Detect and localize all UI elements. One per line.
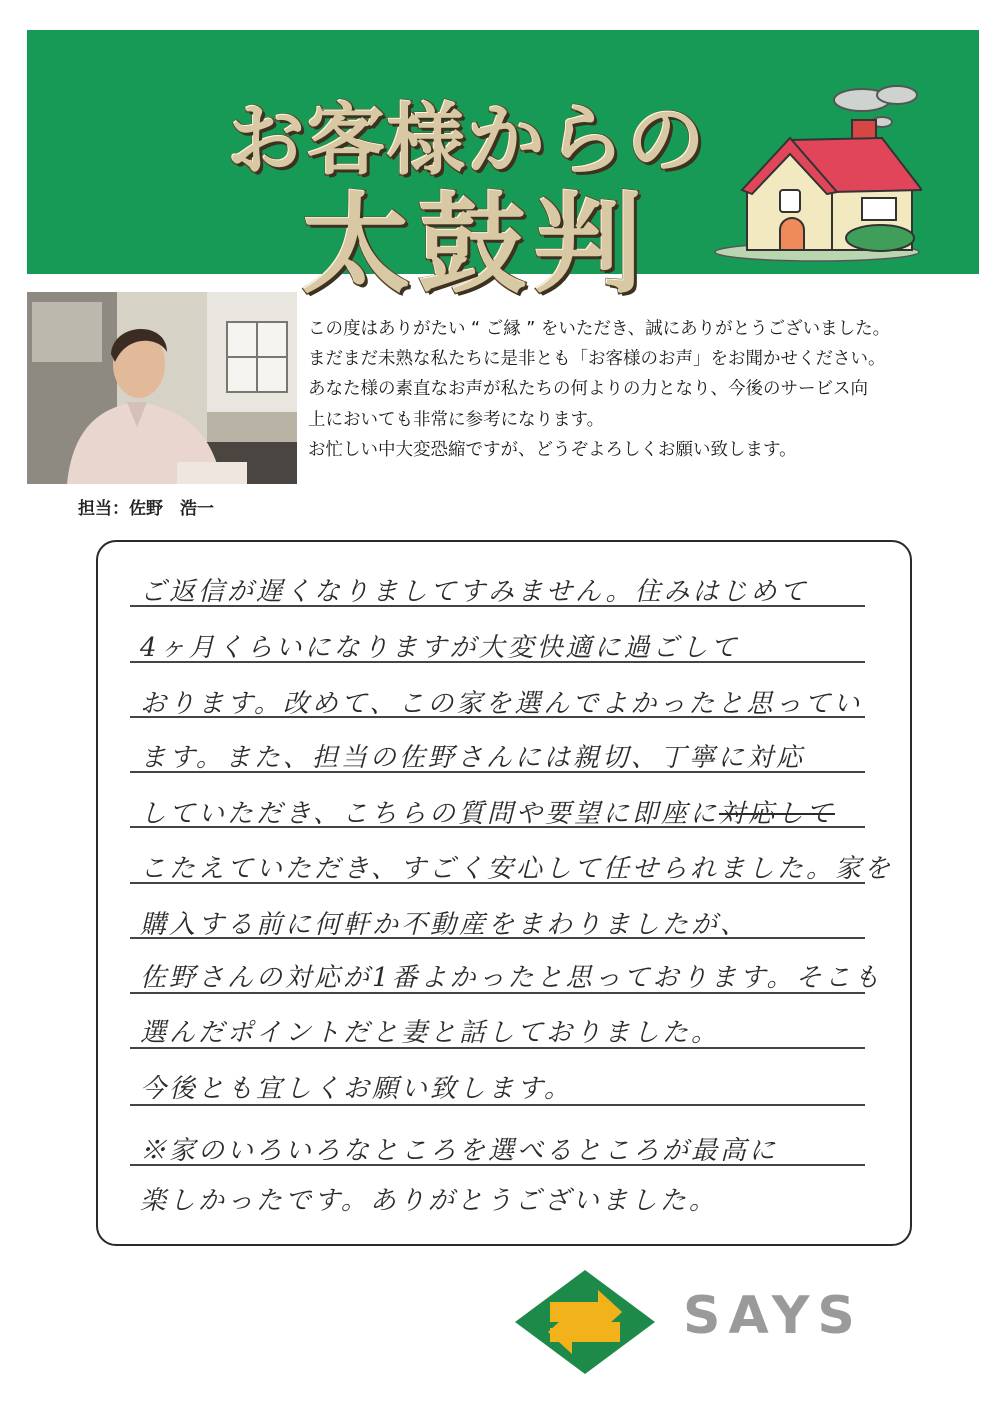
letter-line: 佐野さんの対応が1番よかったと思っております。そこも (140, 963, 883, 993)
letter-line: ご返信が遅くなりましてすみません。住みはじめて (140, 577, 809, 607)
letter-line: ます。また、担当の佐野さんには親切、丁寧に対応 (140, 743, 805, 773)
letter-line: 4ヶ月くらいになりますが大変快適に過ごして (140, 633, 740, 663)
says-logo-icon (510, 1262, 660, 1382)
ruled-line (130, 882, 865, 884)
staff-photo (27, 292, 297, 484)
letter-line: おります。改めて、この家を選んでよかったと思ってい (140, 689, 863, 719)
letter-line: ※家のいろいろなところを選べるところが最高に (140, 1136, 779, 1166)
letter-line: 今後とも宜しくお願い致します。 (140, 1074, 573, 1104)
ruled-line (130, 826, 865, 828)
ruled-line (130, 771, 865, 773)
ruled-line (130, 992, 865, 994)
ruled-line (130, 1164, 865, 1166)
intro-line: まだまだ未熟な私たちに是非とも「お客様のお声」をお聞かせください。 (308, 349, 886, 370)
ruled-line (130, 937, 865, 939)
staff-name-label: 担当：佐野 浩一 (78, 499, 214, 519)
banner-title: お客様からの (227, 96, 708, 186)
banner-subtitle: 太鼓判 (302, 183, 651, 308)
ruled-line (130, 1047, 865, 1049)
intro-line: あなた様の素直なお声が私たちの何よりの力となり、今後のサービス向 (308, 379, 868, 400)
brand-wordmark: SAYS (683, 1286, 863, 1346)
letter-line: 購入する前に何軒か不動産をまわりましたが、 (140, 910, 750, 940)
letter-line (140, 793, 870, 830)
intro-line: お忙しい中大変恐縮ですが、どうぞよろしくお願い致します。 (308, 439, 797, 460)
intro-line: 上においても非常に参考になります。 (308, 409, 605, 430)
ruled-line (130, 1104, 865, 1106)
struck-text: 対応して (718, 799, 835, 829)
intro-message (308, 314, 948, 465)
letter-line: こたえていただき、すごく安心して任せられました。家を (140, 854, 893, 884)
ruled-line (130, 661, 865, 663)
letter-line: 楽しかったです。ありがとうございました。 (140, 1186, 718, 1216)
ruled-line (130, 605, 865, 607)
header-banner (27, 30, 979, 308)
ruled-line (130, 716, 865, 718)
intro-line: この度はありがたい “ ご縁 ” をいただき、誠にありがとうございました。 (308, 319, 891, 339)
house-icon (712, 80, 922, 270)
letter-line: 選んだポイントだと妻と話しておりました。 (140, 1018, 721, 1048)
letter-line-text: していただき、こちらの質問や要望に即座に (140, 799, 719, 829)
